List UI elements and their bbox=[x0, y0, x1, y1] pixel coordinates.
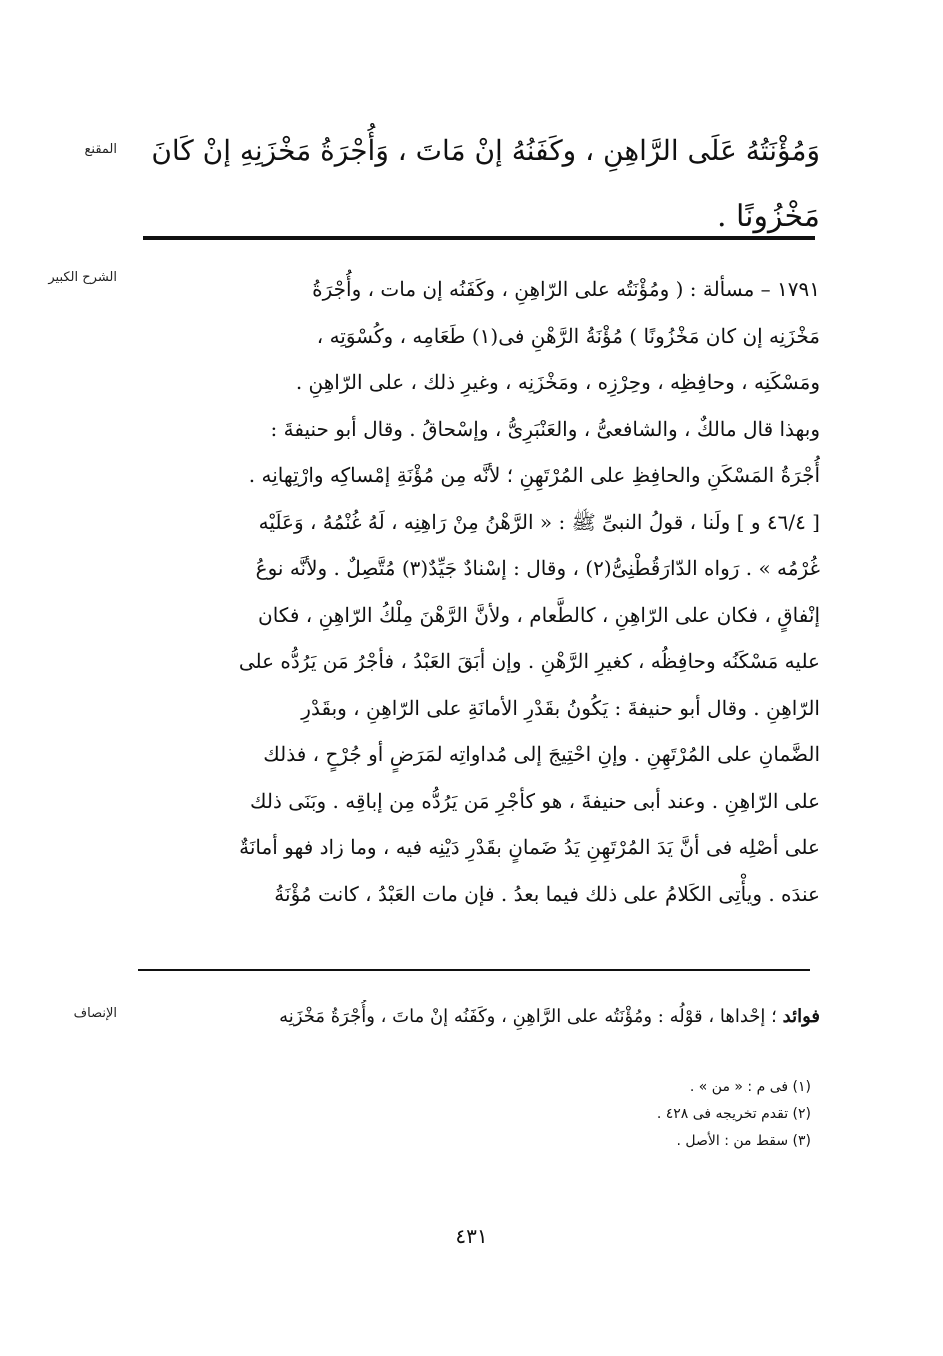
sharh-text-block bbox=[140, 266, 820, 917]
side-label-sharh: الشرح الكبير bbox=[48, 270, 117, 285]
sharh-line: ومَسْكَنِه ، وحافِظِه ، وحِرْزِه ، ومَخْزَنِه ، وغيرِ ذلك ، على الرّاهِنِ . bbox=[295, 370, 820, 394]
sharh-line: عندَه . ويأْتِى الكَلامُ على ذلك فيما بعدُ . فإن مات العَبْدُ ، كانت مُؤْنَةُ bbox=[274, 881, 820, 906]
sharh-line: غُرْمُه » . رَواه الدّارَقُطْنِىُّ(٢) ، وقال : إسْنادٌ جَيِّدٌ(٣) مُتَّصِلٌ . ولأنَّه نوعُ bbox=[255, 556, 820, 580]
sharh-line: وبهذا قال مالكٌ ، والشافعىُّ ، والعَنْبَرِىُّ ، وإسْحاقُ . وقال أبو حنيفةَ : bbox=[270, 416, 820, 441]
section-divider-thick bbox=[143, 236, 815, 240]
page-number: ٤٣١ bbox=[455, 1224, 488, 1248]
footnotes bbox=[391, 1074, 811, 1155]
sharh-line: مَخْزَنِه إن كان مَخْزُونًا ) مُؤْنَةُ الرَّهْنِ فى(١) طَعَامِه ، وكُسْوَتِه ، bbox=[316, 323, 820, 348]
muqni-text-block bbox=[140, 118, 820, 250]
footnote: (١) فى م : « من » . bbox=[689, 1079, 811, 1095]
section-divider-thin bbox=[138, 969, 810, 971]
sharh-line: الرّاهِنِ . وقال أبو حنيفةَ : يَكُونُ بقَدْرِ الأمانَةِ على الرّاهِنِ ، وبقَدْرِ bbox=[301, 695, 820, 720]
sharh-line: [ ٤٦/٤ و ] ولَنا ، قولُ النبىِّ ﷺ : « الرَّهْنُ مِنْ رَاهِنِه ، لَهُ غُنْمُهُ ، وَعَلَيْه bbox=[258, 509, 820, 534]
insaf-text-block bbox=[140, 1000, 820, 1034]
sharh-line: إنْفاقٍ ، فكان على الرّاهِنِ ، كالطَّعام ، ولأنَّ الرَّهْنَ مِلْكُ الرّاهِنِ ، فكان bbox=[258, 602, 820, 627]
muqni-line: وَمُؤْنَتُهُ عَلَى الرَّاهِنِ ، وكَفَنُهُ إنْ مَاتَ ، وَأُجْرَةُ مَخْزَنِهِ إنْ كَانَ bbox=[151, 134, 820, 167]
insaf-line bbox=[140, 1000, 820, 1034]
side-label-muqni: المقنع bbox=[84, 142, 117, 157]
footnote: (٣) سقط من : الأصل . bbox=[676, 1133, 811, 1149]
sharh-line: على الرّاهِنِ . وعند أبى حنيفةَ ، هو كأجْرِ مَن يَرُدُّه مِن إباقِه . وبَنَى ذلك bbox=[250, 788, 820, 813]
sharh-line: ١٧٩١ – مسألة : ( ومُؤْنَتُه على الرّاهِنِ ، وكَفَنُه إن مات ، وأُجْرَةُ bbox=[312, 277, 820, 301]
sharh-line: أُجْرَةُ المَسْكَنِ والحافِظِ على المُرْتَهِنِ ؛ لأنَّه مِن مُؤْنَةِ إمْساكِه وارْتِهانِه . bbox=[248, 463, 820, 487]
sharh-line: الضَّمانِ على المُرْتَهِنِ . وإنِ احْتِيجَ إلى مُداواتِه لمَرَضٍ أو جُرْحٍ ، فذلك bbox=[263, 742, 820, 766]
side-label-insaf: الإنصاف bbox=[73, 1006, 117, 1021]
fawaid-heading: فوائد bbox=[782, 1006, 820, 1027]
insaf-body: ؛ إحْداها ، قوْلُه : ومُؤْنَتُه على الرَّاهِنِ ، وكَفَنُه إنْ ماتَ ، وأُجْرَةُ مَخْزَنِه bbox=[279, 1006, 777, 1027]
footnote: (٢) تقدم تخريجه فى ٤٢٨ . bbox=[656, 1106, 811, 1122]
sharh-line: عليه مَسْكَنُه وحافِظُه ، كغيرِ الرَّهْنِ . وإن أبَقَ العَبْدُ ، فأجْرُ مَن يَرُدُّه على bbox=[238, 649, 820, 673]
muqni-line: مَخْزُونًا . bbox=[716, 199, 820, 234]
sharh-line: على أصْلِه فى أنَّ يَدَ المُرْتَهِنِ يَدُ ضَمانٍ بقَدْرِ دَيْنِه فيه ، وما زاد فهو أمانَةٌ bbox=[239, 835, 820, 859]
